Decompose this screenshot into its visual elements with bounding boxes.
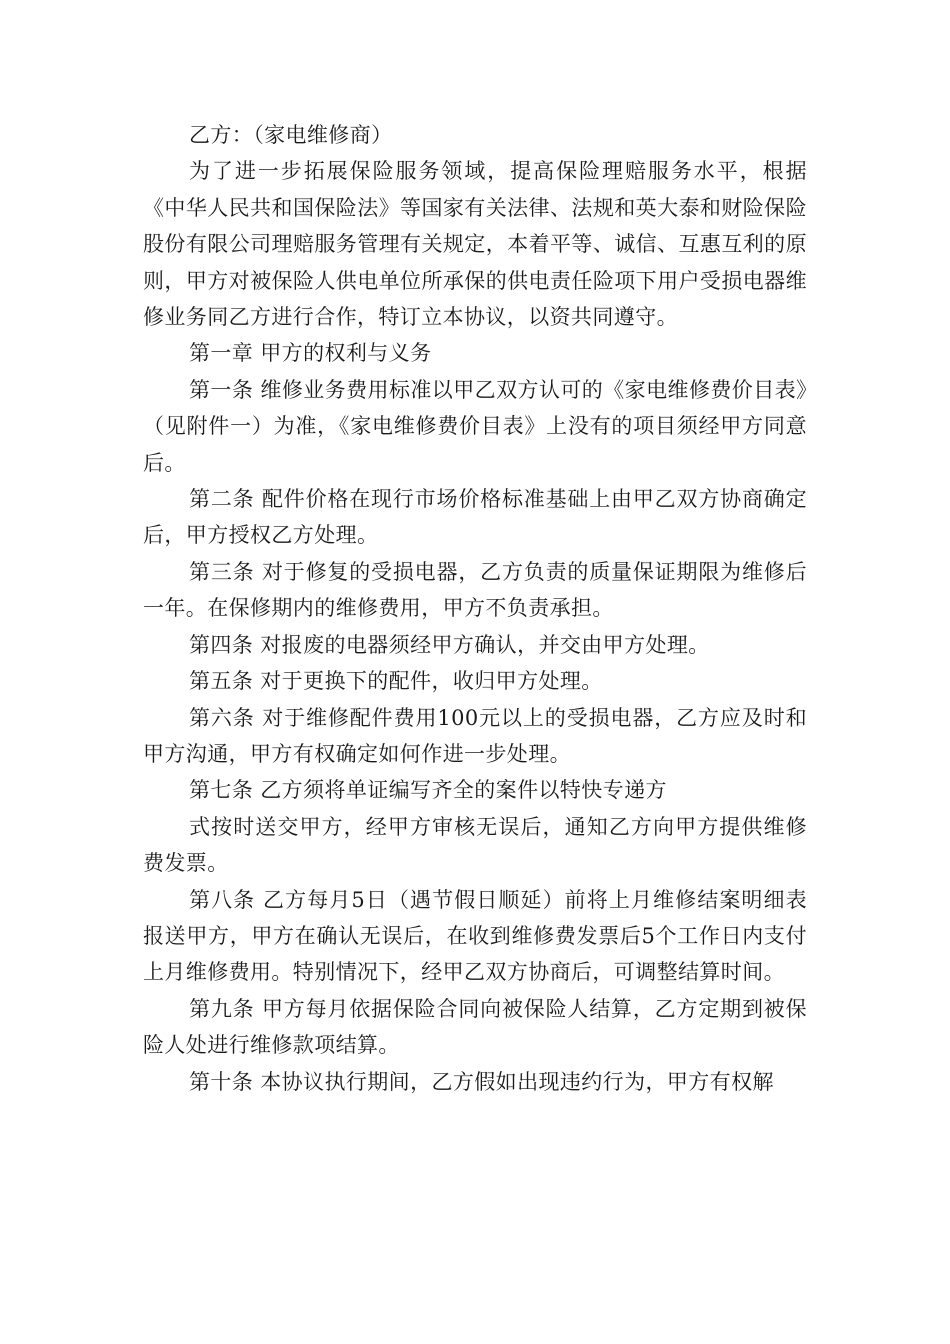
article-2: 第二条 配件价格在现行市场价格标准基础上由甲乙双方协商确定后，甲方授权乙方处理。	[143, 487, 807, 548]
preamble-paragraph: 为了进一步拓展保险服务领域，提高保险理赔服务水平，根据《中华人民共和国保险法》等国家有关法律、法规和英大泰和财险保险股份有限公司理赔服务管理有关规定，本着平等、诚信、互惠互利的原则，甲方对被保险人供电单位所承保的供电责任险项下用户受损电器维修业务同乙方进行合作，特订立本协议，以资共同遵守。	[143, 159, 807, 330]
article-5: 第五条 对于更换下的配件，收归甲方处理。	[189, 669, 603, 694]
article-9: 第九条 甲方每月依据保险合同向被保险人结算，乙方定期到被保险人处进行维修款项结算。	[143, 996, 807, 1058]
article-6: 第六条 对于维修配件费用100元以上的受损电器，乙方应及时和甲方沟通，甲方有权确定如何作进一步处理。	[143, 705, 807, 766]
article-4: 第四条 对报废的电器须经甲方确认，并交由甲方处理。	[189, 632, 710, 657]
article-1: 第一条 维修业务费用标准以甲乙双方认可的《家电维修费价目表》（见附件一）为准，《家电维修费价目表》上没有的项目须经甲方同意后。	[143, 377, 807, 475]
document-body	[143, 117, 807, 1100]
party-b-line: 乙方：（家电维修商）	[189, 123, 393, 147]
article-8: 第八条 乙方每月5日（遇节假日顺延）前将上月维修结案明细表报送甲方，甲方在确认无误后，在收到维修费发票后5个工作日内支付上月维修费用。特别情况下，经甲乙双方协商后，可调整结算时间。	[143, 887, 807, 985]
article-10: 第十条 本协议执行期间，乙方假如出现违约行为，甲方有权解	[189, 1069, 774, 1094]
article-7: 第七条 乙方须将单证编写齐全的案件以特快专递方	[189, 778, 667, 803]
article-3: 第三条 对于修复的受损电器，乙方负责的质量保证期限为维修后一年。在保修期内的维修费用，甲方不负责承担。	[143, 559, 807, 621]
article-7-continued: 式按时送交甲方，经甲方审核无误后，通知乙方向甲方提供维修费发票。	[143, 814, 807, 876]
chapter-heading: 第一章 甲方的权利与义务	[189, 341, 432, 366]
